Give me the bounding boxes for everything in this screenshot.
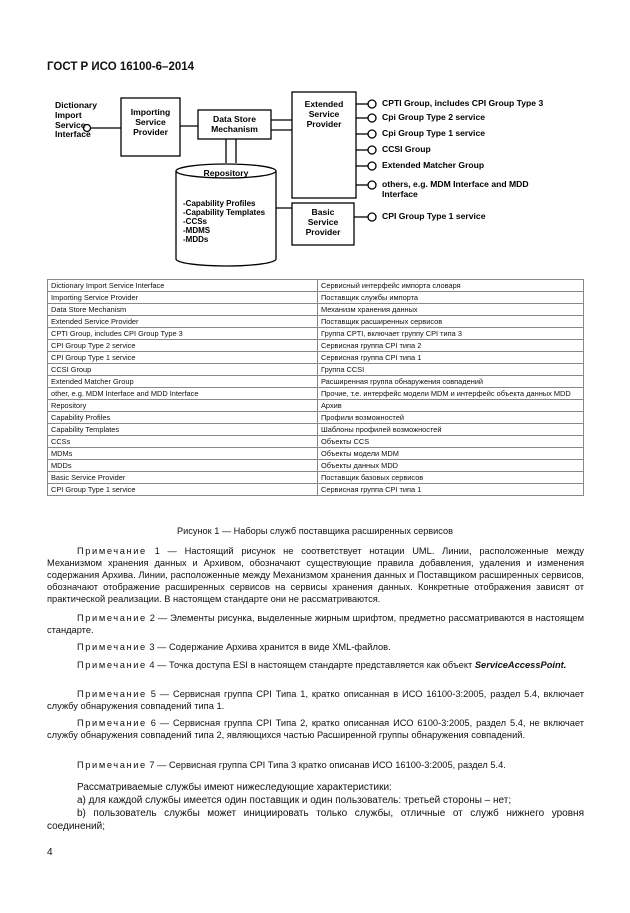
term-english: Repository xyxy=(48,400,318,412)
term-english: Capability Templates xyxy=(48,424,318,436)
repository-title: Repository xyxy=(203,168,249,178)
table-row xyxy=(48,472,584,484)
table-row xyxy=(48,484,584,496)
data-store-label: Data Store Mechanism xyxy=(211,114,258,134)
ext-service-5: Extended Matcher Group xyxy=(382,160,485,170)
term-english: CCSI Group xyxy=(48,364,318,376)
table-row xyxy=(48,292,584,304)
ext-service-1: CPTI Group, includes CPI Group Type 3 xyxy=(382,98,544,108)
term-english: CPI Group Type 2 service xyxy=(48,340,318,352)
term-english: MDMs xyxy=(48,448,318,460)
term-english: Dictionary Import Service Interface xyxy=(48,280,318,292)
term-english: Importing Service Provider xyxy=(48,292,318,304)
table-row xyxy=(48,448,584,460)
term-russian: Объекты модели MDM xyxy=(318,448,584,460)
table-row xyxy=(48,316,584,328)
term-russian: Архив xyxy=(318,400,584,412)
note-2: Примечание 2 — Элементы рисунка, выделенные жирным шрифтом, предметно рассматриваются в настоящем стандарте. xyxy=(47,613,584,635)
ext-service-6: others, e.g. MDM Interface and MDD Interface xyxy=(382,179,529,199)
term-english: CPI Group Type 1 service xyxy=(48,352,318,364)
ext-service-4: CCSI Group xyxy=(382,144,431,154)
ext-service-2: Cpi Group Type 2 service xyxy=(382,112,485,122)
table-row xyxy=(48,364,584,376)
table-row xyxy=(48,436,584,448)
figure-caption: Рисунок 1 — Наборы служб поставщика расширенных сервисов xyxy=(177,526,453,536)
dictionary-interface-label: Dictionary Import Service Interface xyxy=(55,100,98,140)
note-6: Примечание 6 — Сервисная группа CPI Типа 2, кратко описанная ИСО 6100-3:2005, раздел 5.4, не включает службу обнаружения совпадений типа 2, являющихся частью Расширенной группы обнаружения совпадений. xyxy=(47,718,584,740)
term-english: other, e.g. MDM Interface and MDD Interface xyxy=(48,388,318,400)
term-english: Data Store Mechanism xyxy=(48,304,318,316)
terms-table xyxy=(47,279,584,496)
body-intro: Рассматриваемые службы имеют нижеследующие характеристики: xyxy=(77,782,392,793)
table-row xyxy=(48,376,584,388)
table-row xyxy=(48,328,584,340)
page-number: 4 xyxy=(47,847,53,858)
term-russian: Сервисная группа CPI типа 2 xyxy=(318,340,584,352)
note-4: Примечание 4 — Точка доступа ESI в настоящем стандарте представляется как объект ServiceAccessPoint. xyxy=(77,660,567,670)
body-item-b: b) пользователь службы может инициировать только службы, отличные от служб нижнего уровня соединений; xyxy=(47,808,584,832)
term-english: Extended Matcher Group xyxy=(48,376,318,388)
note-1: Примечание 1 — Настоящий рисунок не соответствует нотации UML. Линии, расположенные между Механизмом хранения данных и Архивом, обозначают существующие правила добавления, удаления и изменения содержания Архива. Линии, расположенные между Механизмом хранения данных и Поставщиком расширенных сервисов, обозначают отображение расширенных сервисов на сервисы хранения данных. Конкретные отображения зависят от практической реализации. В настоящем стандарте они не рассматриваются. xyxy=(47,546,584,604)
importing-label: Importing Service Provider xyxy=(130,107,171,137)
note-3: Примечание 3 — Содержание Архива хранится в виде XML-файлов. xyxy=(77,642,391,652)
table-row xyxy=(48,280,584,292)
extended-label: Extended Service Provider xyxy=(304,99,344,129)
table-row xyxy=(48,388,584,400)
ext-service-3: Cpi Group Type 1 service xyxy=(382,128,485,138)
document-header: ГОСТ Р ИСО 16100-6–2014 xyxy=(47,61,195,73)
basic-label: Basic Service Provider xyxy=(305,207,341,237)
term-english: Extended Service Provider xyxy=(48,316,318,328)
table-row xyxy=(48,400,584,412)
table-row xyxy=(48,412,584,424)
body-item-a: а) для каждой службы имеется один поставщик и один пользователь: третьей стороны – нет; xyxy=(77,795,512,806)
term-english: Capability Profiles xyxy=(48,412,318,424)
term-russian: Механизм хранения данных xyxy=(318,304,584,316)
term-russian: Объекты CCS xyxy=(318,436,584,448)
note-7: Примечание 7 — Сервисная группа CPI Типа 3 кратко описанав ИСО 16100-3:2005, раздел 5.4. xyxy=(77,760,506,770)
repository-items: -Capability Profiles -Capability Templates -CCSs -MDMS -MDDs xyxy=(183,199,266,244)
term-english: MDDs xyxy=(48,460,318,472)
term-russian: Объекты данных MDD xyxy=(318,460,584,472)
term-russian: Сервисная группа CPI типа 1 xyxy=(318,352,584,364)
term-russian: Сервисная группа CPI типа 1 xyxy=(318,484,584,496)
term-russian: Поставщик расширенных сервисов xyxy=(318,316,584,328)
note-5: Примечание 5 — Сервисная группа CPI Типа 1, кратко описанная в ИСО 16100-3:2005, раздел 5.4, включает службу обнаружения совпадений типа 1. xyxy=(47,689,584,711)
term-english: Basic Service Provider xyxy=(48,472,318,484)
term-russian: Расширенная группа обнаружения совпадений xyxy=(318,376,584,388)
table-row xyxy=(48,424,584,436)
term-english: CPTI Group, includes CPI Group Type 3 xyxy=(48,328,318,340)
term-russian: Профили возможностей xyxy=(318,412,584,424)
term-english: CPI Group Type 1 service xyxy=(48,484,318,496)
term-russian: Группа CCSI xyxy=(318,364,584,376)
term-russian: Шаблоны профилей возможностей xyxy=(318,424,584,436)
term-russian: Поставщик службы импорта xyxy=(318,292,584,304)
term-russian: Сервисный интерфейс импорта словаря xyxy=(318,280,584,292)
table-row xyxy=(48,340,584,352)
term-russian: Поставщик базовых сервисов xyxy=(318,472,584,484)
basic-service: CPI Group Type 1 service xyxy=(382,211,486,221)
table-row xyxy=(48,460,584,472)
term-russian: Группа CPTI, включает группу CPI типа 3 xyxy=(318,328,584,340)
body-text xyxy=(47,781,584,833)
table-row xyxy=(48,304,584,316)
term-russian: Прочие, т.е. интерфейс модели MDM и интерфейс объекта данных MDD xyxy=(318,388,584,400)
table-row xyxy=(48,352,584,364)
term-english: CCSs xyxy=(48,436,318,448)
